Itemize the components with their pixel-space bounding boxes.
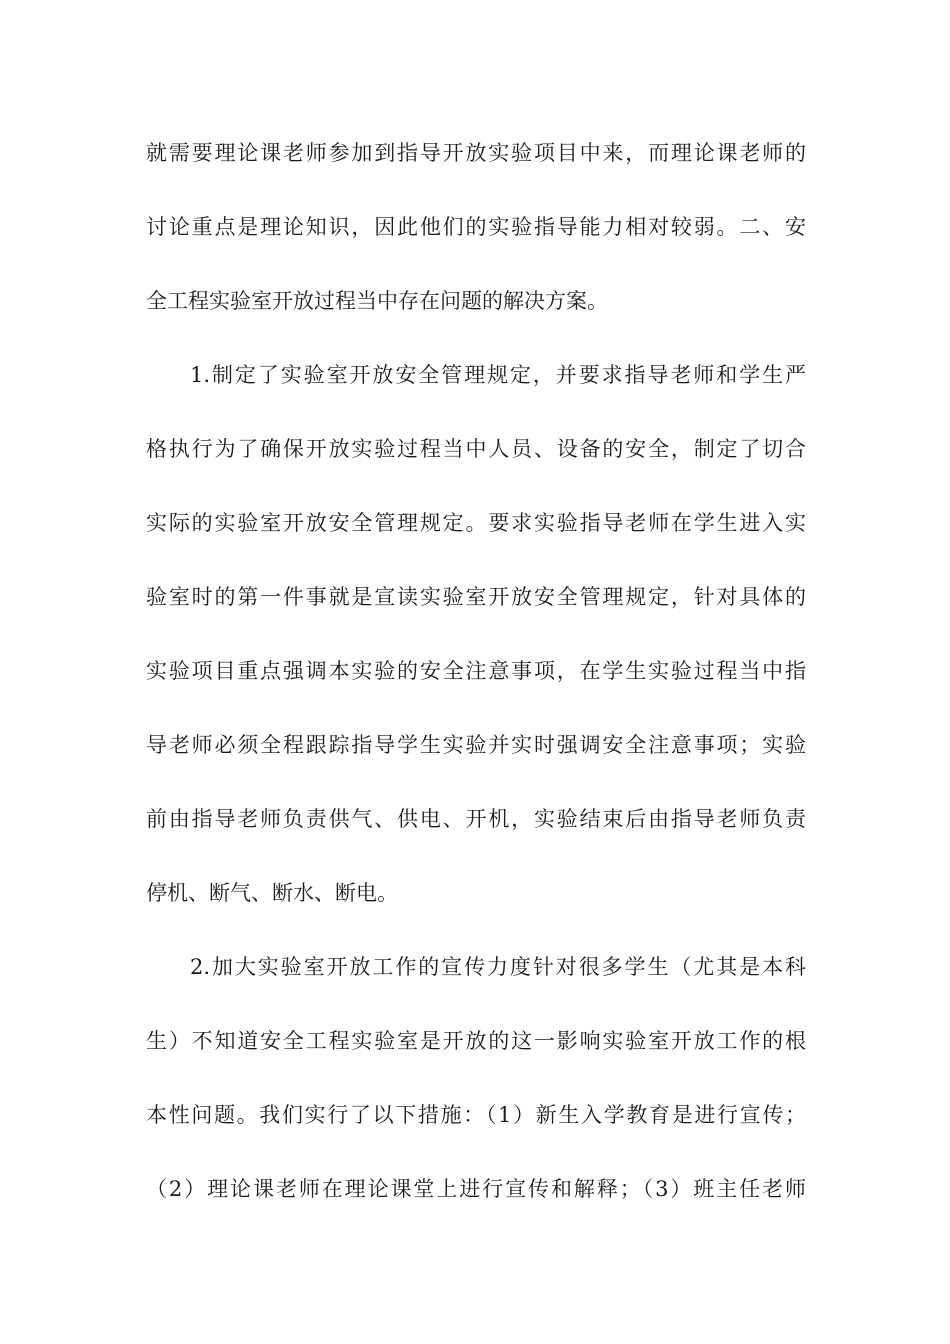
text-line-12: 2.加大实验室开放工作的宣传力度针对很多学生（尤其是本科 — [190, 955, 806, 979]
text-line-3: 全工程实验室开放过程当中存在问题的解决方案。 — [146, 289, 608, 313]
text-line-2: 讨论重点是理论知识，因此他们的实验指导能力相对较弱。二、安 — [146, 215, 806, 239]
text-line-10: 前由指导老师负责供气、供电、开机，实验结束后由指导老师负责 — [146, 807, 806, 831]
text-line-4: 1.制定了实验室开放安全管理规定，并要求指导老师和学生严 — [190, 363, 806, 387]
text-line-11: 停机、断气、断水、断电。 — [146, 881, 398, 905]
text-line-8: 实验项目重点强调本实验的安全注意事项，在学生实验过程当中指 — [146, 659, 806, 683]
text-line-6: 实际的实验室开放安全管理规定。要求实验指导老师在学生进入实 — [146, 511, 806, 535]
text-line-13: 生）不知道安全工程实验室是开放的这一影响实验室开放工作的根 — [146, 1029, 806, 1053]
text-line-14: 本性问题。我们实行了以下措施：（1）新生入学教育是进行宣传； — [146, 1103, 806, 1127]
text-line-7: 验室时的第一件事就是宣读实验室开放安全管理规定，针对具体的 — [146, 585, 806, 609]
text-line-1: 就需要理论课老师参加到指导开放实验项目中来，而理论课老师的 — [146, 141, 806, 165]
text-line-5: 格执行为了确保开放实验过程当中人员、设备的安全，制定了切合 — [146, 437, 806, 461]
text-line-15: （2）理论课老师在理论课堂上进行宣传和解释；（3）班主任老师 — [146, 1177, 806, 1201]
text-line-9: 导老师必须全程跟踪指导学生实验并实时强调安全注意事项；实验 — [146, 733, 806, 757]
